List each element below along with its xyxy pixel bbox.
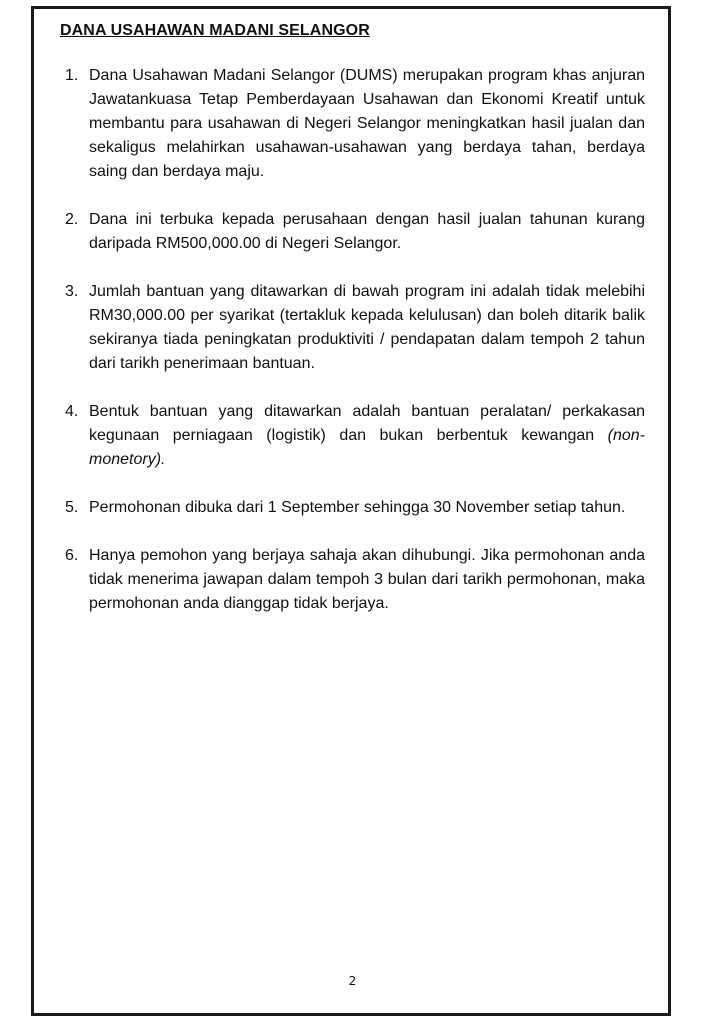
- list-item: [60, 208, 645, 256]
- item-number: 6.: [65, 547, 79, 564]
- item-number: 2.: [65, 211, 79, 228]
- item-italic-text: (non-monetory).: [89, 427, 645, 468]
- item-number: 5.: [65, 499, 79, 516]
- item-number: 3.: [65, 283, 79, 300]
- item-number: 1.: [65, 67, 79, 84]
- item-text: Bentuk bantuan yang ditawarkan adalah bantuan peralatan/ perkakasan kegunaan perniagaan (logistik) dan bukan berbentuk kewangan: [89, 403, 645, 444]
- item-text: Jumlah bantuan yang ditawarkan di bawah program ini adalah tidak melebihi RM30,000.00 per syarikat (tertakluk kepada kelulusan) dan boleh ditarik balik sekiranya tiada peningkatan produktiviti / pendapatan dalam tempoh 2 tahun dari tarikh penerimaan bantuan.: [89, 283, 645, 372]
- list-item: [60, 64, 645, 184]
- page-number: 2: [348, 974, 357, 988]
- list-item: [60, 400, 645, 472]
- list-item: [60, 496, 645, 520]
- terms-list: [60, 64, 645, 640]
- item-text: Hanya pemohon yang berjaya sahaja akan dihubungi. Jika permohonan anda tidak menerima jawapan dalam tempoh 3 bulan dari tarikh permohonan, maka permohonan anda dianggap tidak berjaya.: [89, 547, 645, 612]
- list-item: [60, 280, 645, 376]
- item-number: 4.: [65, 403, 79, 420]
- list-item: [60, 544, 645, 616]
- item-text: Permohonan dibuka dari 1 September sehingga 30 November setiap tahun.: [89, 499, 626, 516]
- item-text: Dana ini terbuka kepada perusahaan dengan hasil jualan tahunan kurang daripada RM500,000.00 di Negeri Selangor.: [89, 211, 645, 252]
- item-text: Dana Usahawan Madani Selangor (DUMS) merupakan program khas anjuran Jawatankuasa Tetap Pemberdayaan Usahawan dan Ekonomi Kreatif untuk membantu para usahawan di Negeri Selangor meningkatkan hasil jualan dan sekaligus melahirkan usahawan-usahawan yang berdaya tahan, berdaya saing dan berdaya maju.: [89, 67, 645, 180]
- page-title: DANA USAHAWAN MADANI SELANGOR: [60, 22, 370, 39]
